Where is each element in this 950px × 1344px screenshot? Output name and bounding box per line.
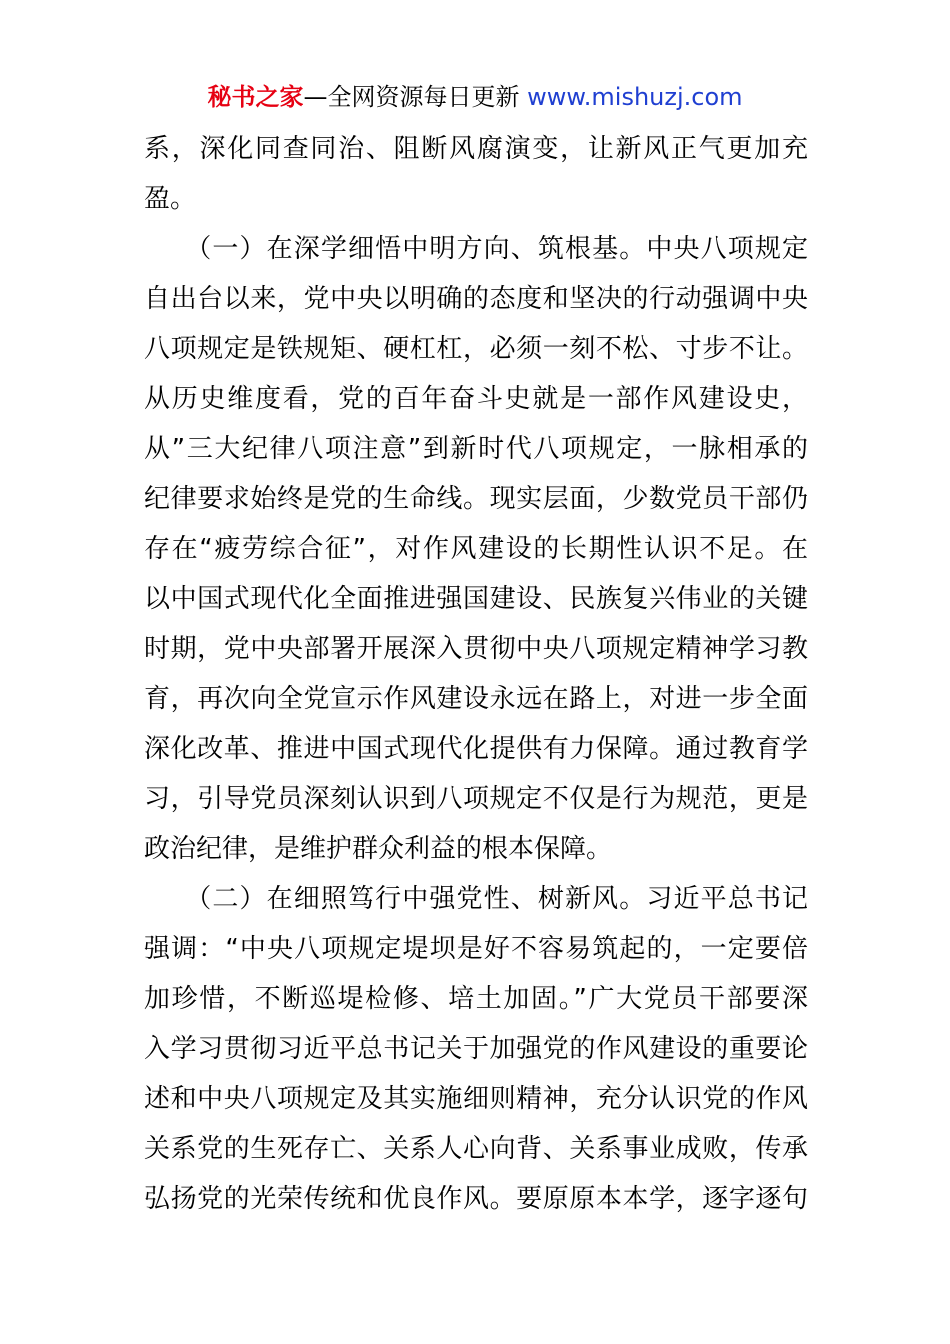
text-line: 关系党的生死存亡、关系人心向背、关系事业成败，传承 <box>144 1134 808 1164</box>
text-line: 系，深化同查同治、阻断风腐演变，让新风正气更加充 <box>144 134 808 164</box>
text-line: 弘扬党的光荣传统和优良作风。要原原本本学，逐字逐句 <box>144 1184 808 1214</box>
text-line: 存在“疲劳综合征”，对作风建设的长期性认识不足。在 <box>144 534 808 564</box>
text-line: 述和中央八项规定及其实施细则精神，充分认识党的作风 <box>144 1084 808 1114</box>
text-line: 政治纪律，是维护群众利益的根本保障。 <box>144 834 613 864</box>
text-line: 习，引导党员深刻认识到八项规定不仅是行为规范，更是 <box>144 784 808 814</box>
text-line: 以中国式现代化全面推进强国建设、民族复兴伟业的关键 <box>144 584 808 614</box>
site-url-link[interactable]: www.mishuzj.com <box>527 83 743 111</box>
text-line: 入学习贯彻习近平总书记关于加强党的作风建设的重要论 <box>144 1034 808 1064</box>
text-line: 八项规定是铁规矩、硬杠杠，必须一刻不松、寸步不让。 <box>144 334 808 364</box>
text-line: 时期，党中央部署开展深入贯彻中央八项规定精神学习教 <box>144 634 808 664</box>
text-line: 加珍惜，不断巡堤检修、培土加固。”广大党员干部要深 <box>144 984 808 1014</box>
text-line: 深化改革、推进中国式现代化提供有力保障。通过教育学 <box>144 734 808 764</box>
site-header <box>0 80 950 114</box>
paragraph-heading-line: （二）在细照笃行中强党性、树新风。习近平总书记 <box>144 884 808 914</box>
paragraph-heading-line: （一）在深学细悟中明方向、筑根基。中央八项规定 <box>144 234 808 264</box>
text-line: 强调：“中央八项规定堤坝是好不容易筑起的，一定要倍 <box>144 934 808 964</box>
site-tagline: —全网资源每日更新 <box>303 83 528 111</box>
site-brand: 秘书之家 <box>207 83 304 111</box>
text-line: 从”三大纪律八项注意”到新时代八项规定，一脉相承的 <box>144 434 808 464</box>
text-line: 育，再次向全党宣示作风建设永远在路上，对进一步全面 <box>144 684 808 714</box>
text-line: 盈。 <box>144 184 197 214</box>
text-line: 纪律要求始终是党的生命线。现实层面，少数党员干部仍 <box>144 484 808 514</box>
text-line: 自出台以来，党中央以明确的态度和坚决的行动强调中央 <box>144 284 808 314</box>
text-line: 从历史维度看，党的百年奋斗史就是一部作风建设史， <box>144 384 808 414</box>
document-body <box>144 124 808 1224</box>
